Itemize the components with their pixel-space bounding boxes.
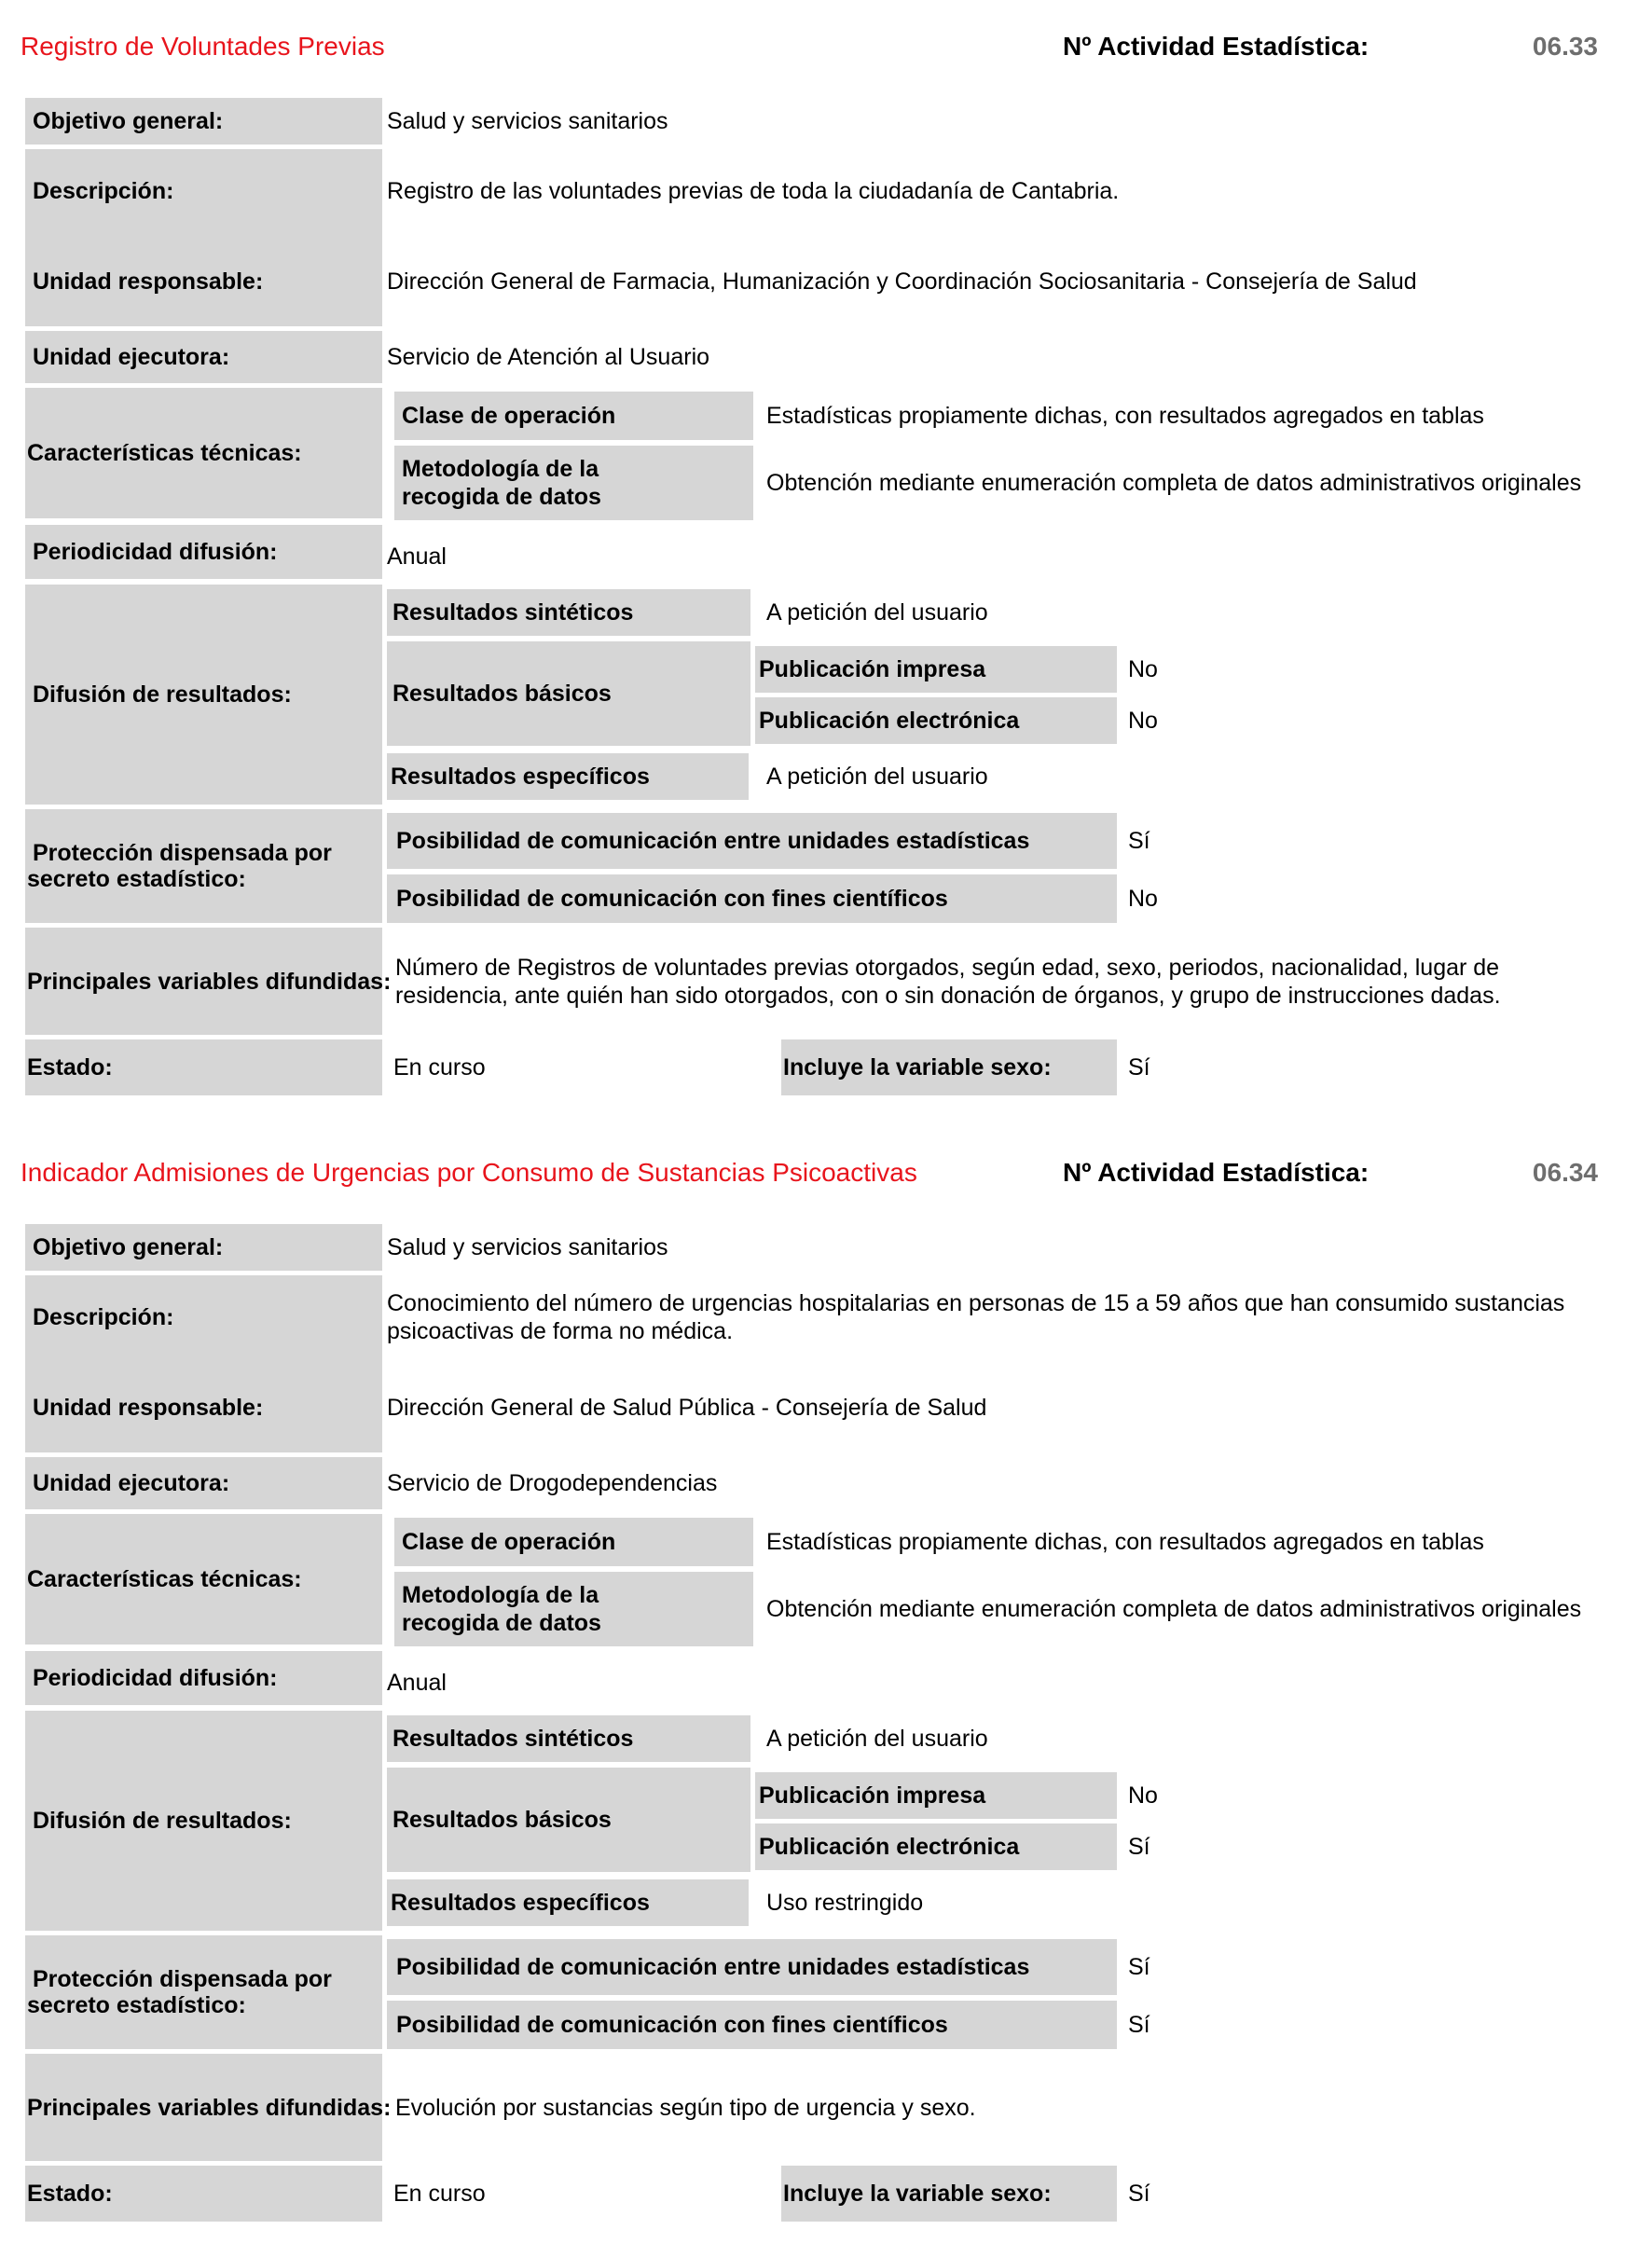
- activity-number-label: Nº Actividad Estadística:: [1063, 1158, 1370, 1187]
- incluye-sexo-value: Sí: [1128, 1054, 1150, 1080]
- proteccion-label-line1: Protección dispensada por: [33, 840, 332, 866]
- variables-label: Principales variables difundidas:: [25, 2054, 382, 2161]
- sinteticos-label: Resultados sintéticos: [387, 589, 750, 636]
- proteccion-label-line2: secreto estadístico:: [27, 1992, 246, 2018]
- statistical-activity-card: [0, 1126, 1652, 2245]
- com-cientificos-label: Posibilidad de comunicación con fines científicos: [387, 874, 1117, 923]
- electronica-value: No: [1128, 708, 1158, 734]
- section-title: Indicador Admisiones de Urgencias por Consumo de Sustancias Psicoactivas: [21, 1158, 917, 1187]
- basicos-label: Resultados básicos: [387, 1768, 750, 1872]
- com-unidades-value: Sí: [1128, 1954, 1150, 1980]
- estado-value: En curso: [393, 2181, 486, 2207]
- metodologia-label-line2: recogida de datos: [402, 484, 601, 510]
- unidad-responsable-label: Unidad responsable:: [33, 1395, 264, 1421]
- unidad-ejecutora-value: Servicio de Atención al Usuario: [387, 344, 710, 370]
- activity-number: 06.33: [1532, 32, 1598, 61]
- caracteristicas-label: Características técnicas:: [25, 1514, 382, 1645]
- incluye-sexo-label: Incluye la variable sexo:: [781, 2166, 1117, 2222]
- unidad-ejecutora-label: Unidad ejecutora:: [25, 331, 382, 383]
- objetivo-value: Salud y servicios sanitarios: [387, 1234, 668, 1260]
- metodologia-value: Obtención mediante enumeración completa de datos administrativos originales: [766, 470, 1582, 496]
- proteccion-label: [25, 1935, 382, 2049]
- activity-number: 06.34: [1532, 1158, 1598, 1187]
- impresa-value: No: [1128, 656, 1158, 682]
- metodologia-label: [394, 1572, 753, 1646]
- impresa-label: Publicación impresa: [755, 1772, 1117, 1819]
- impresa-value: No: [1128, 1782, 1158, 1809]
- unidad-responsable-value: Dirección General de Farmacia, Humanización y Coordinación Sociosanitaria - Consejería de Salud: [387, 268, 1417, 295]
- electronica-label: Publicación electrónica: [755, 1823, 1117, 1870]
- sinteticos-value: A petición del usuario: [766, 1726, 988, 1752]
- com-cientificos-value: Sí: [1128, 2012, 1150, 2038]
- com-unidades-label: Posibilidad de comunicación entre unidades estadísticas: [387, 813, 1117, 869]
- descripcion-value: Registro de las voluntades previas de toda la ciudadanía de Cantabria.: [387, 178, 1120, 204]
- proteccion-label: [25, 809, 382, 923]
- statistical-activity-card: [0, 0, 1652, 1119]
- objetivo-label: Objetivo general:: [25, 98, 382, 145]
- electronica-label: Publicación electrónica: [755, 697, 1117, 744]
- descripcion-label: Descripción:: [33, 1304, 174, 1330]
- descripcion-block: [25, 149, 382, 326]
- descripcion-label: Descripción:: [33, 178, 174, 204]
- variables-label: Principales variables difundidas:: [25, 928, 382, 1035]
- descripcion-value: Conocimiento del número de urgencias hospitalarias en personas de 15 a 59 años que han consumido sustancias psicoactivas de forma no médica.: [387, 1290, 1565, 1344]
- basicos-label: Resultados básicos: [387, 641, 750, 746]
- variables-value: Evolución por sustancias según tipo de urgencia y sexo.: [395, 2094, 976, 2121]
- metodologia-label-line1: Metodología de la: [402, 456, 599, 482]
- especificos-value: Uso restringido: [766, 1890, 924, 1916]
- unidad-ejecutora-label: Unidad ejecutora:: [25, 1457, 382, 1509]
- especificos-value: A petición del usuario: [766, 764, 988, 790]
- impresa-label: Publicación impresa: [755, 646, 1117, 693]
- incluye-sexo-value: Sí: [1128, 2181, 1150, 2207]
- com-cientificos-label: Posibilidad de comunicación con fines científicos: [387, 2001, 1117, 2049]
- incluye-sexo-label: Incluye la variable sexo:: [781, 1039, 1117, 1095]
- electronica-value: Sí: [1128, 1834, 1150, 1860]
- periodicidad-label: Periodicidad difusión:: [25, 1651, 382, 1705]
- clase-operacion-value: Estadísticas propiamente dichas, con resultados agregados en tablas: [766, 403, 1484, 429]
- periodicidad-value: Anual: [387, 544, 447, 570]
- metodologia-value: Obtención mediante enumeración completa de datos administrativos originales: [766, 1596, 1582, 1622]
- especificos-label: Resultados específicos: [387, 753, 749, 800]
- variables-value: Número de Registros de voluntades previas otorgados, según edad, sexo, periodos, nacionalidad, lugar de residencia, ante quién han sido otorgados, con o sin donación de órganos, y grupo de instrucciones dadas.: [395, 954, 1501, 1009]
- unidad-ejecutora-value: Servicio de Drogodependencias: [387, 1470, 718, 1496]
- estado-value: En curso: [393, 1054, 486, 1080]
- com-unidades-label: Posibilidad de comunicación entre unidades estadísticas: [387, 1939, 1117, 1995]
- clase-operacion-label: Clase de operación: [394, 1518, 753, 1566]
- clase-operacion-label: Clase de operación: [394, 392, 753, 440]
- periodicidad-label: Periodicidad difusión:: [25, 525, 382, 579]
- clase-operacion-value: Estadísticas propiamente dichas, con resultados agregados en tablas: [766, 1529, 1484, 1555]
- com-cientificos-value: No: [1128, 886, 1158, 912]
- proteccion-label-line1: Protección dispensada por: [33, 1966, 332, 1992]
- objetivo-label: Objetivo general:: [25, 1224, 382, 1271]
- unidad-responsable-label: Unidad responsable:: [33, 268, 264, 295]
- metodologia-label-line2: recogida de datos: [402, 1610, 601, 1636]
- section-title: Registro de Voluntades Previas: [21, 32, 385, 61]
- metodologia-label: [394, 446, 753, 520]
- especificos-label: Resultados específicos: [387, 1879, 749, 1926]
- difusion-label: Difusión de resultados:: [25, 585, 382, 805]
- difusion-label: Difusión de resultados:: [25, 1711, 382, 1931]
- objetivo-value: Salud y servicios sanitarios: [387, 108, 668, 134]
- metodologia-label-line1: Metodología de la: [402, 1582, 599, 1608]
- sinteticos-value: A petición del usuario: [766, 599, 988, 626]
- activity-number-label: Nº Actividad Estadística:: [1063, 32, 1370, 61]
- proteccion-label-line2: secreto estadístico:: [27, 866, 246, 892]
- sinteticos-label: Resultados sintéticos: [387, 1715, 750, 1762]
- estado-label: Estado:: [25, 2166, 382, 2222]
- caracteristicas-label: Características técnicas:: [25, 388, 382, 518]
- com-unidades-value: Sí: [1128, 828, 1150, 854]
- unidad-responsable-value: Dirección General de Salud Pública - Consejería de Salud: [387, 1395, 987, 1421]
- periodicidad-value: Anual: [387, 1670, 447, 1696]
- descripcion-block: [25, 1275, 382, 1452]
- estado-label: Estado:: [25, 1039, 382, 1095]
